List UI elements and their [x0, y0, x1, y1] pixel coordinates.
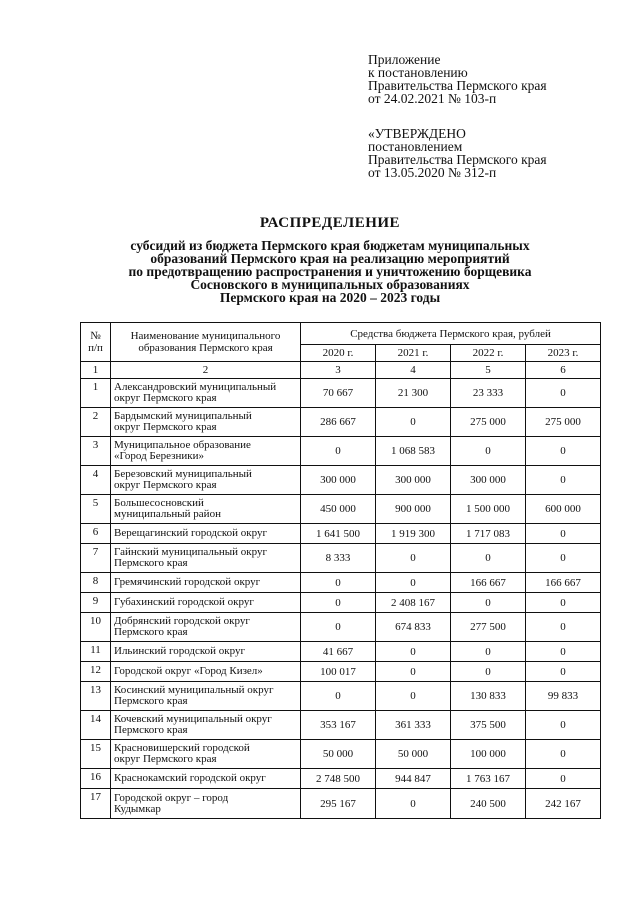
header-funds: Средства бюджета Пермского края, рублей — [301, 323, 601, 345]
amount-2022: 0 — [451, 437, 526, 466]
amount-2023: 166 667 — [526, 573, 601, 593]
amount-2021: 21 300 — [376, 379, 451, 408]
amount-2022: 240 500 — [451, 789, 526, 819]
amount-2021: 1 068 583 — [376, 437, 451, 466]
row-number: 15 — [81, 740, 111, 769]
amount-2023: 275 000 — [526, 408, 601, 437]
table-row — [81, 642, 601, 662]
amount-2020: 8 333 — [301, 544, 376, 573]
approved-block — [368, 127, 547, 179]
amount-2020: 0 — [301, 573, 376, 593]
amount-2021: 0 — [376, 682, 451, 711]
amount-2021: 0 — [376, 642, 451, 662]
municipality-name-line-2: округ Пермского края — [114, 392, 217, 404]
annex-line-4: от 24.02.2021 № 103-п — [368, 91, 497, 106]
amount-2020: 295 167 — [301, 789, 376, 819]
amount-2022: 100 000 — [451, 740, 526, 769]
municipality-name — [111, 642, 301, 662]
table-row — [81, 573, 601, 593]
municipality-name-line-1: Городской округ «Город Кизел» — [114, 665, 263, 677]
approved-line-1: «УТВЕРЖДЕНО — [368, 126, 466, 141]
amount-2020: 0 — [301, 682, 376, 711]
header-name: Наименование муниципального образования Пермского края — [111, 323, 301, 362]
amount-2022: 300 000 — [451, 466, 526, 495]
municipality-name-line-2: муниципальный район — [114, 508, 221, 520]
table-row — [81, 437, 601, 466]
municipality-name — [111, 682, 301, 711]
amount-2022: 1 500 000 — [451, 495, 526, 524]
amount-2022: 130 833 — [451, 682, 526, 711]
column-index: 6 — [526, 362, 601, 379]
row-number: 3 — [81, 437, 111, 466]
municipality-name-line-2: округ Пермского края — [114, 753, 217, 765]
municipality-name — [111, 437, 301, 466]
table-row — [81, 711, 601, 740]
municipality-name-line-1: Кочевский муниципальный округ — [114, 713, 272, 725]
municipality-name-line-1: Большесосновский — [114, 497, 204, 509]
annex-line-1: Приложение — [368, 52, 441, 67]
municipality-name-line-2: Кудымкар — [114, 802, 161, 815]
municipality-name-line-1: Муниципальное образование — [114, 439, 251, 451]
row-number: 4 — [81, 466, 111, 495]
amount-2020: 450 000 — [301, 495, 376, 524]
approved-line-2: постановлением — [368, 139, 463, 154]
title-line-1: субсидий из бюджета Пермского края бюджетам муниципальных — [130, 238, 530, 253]
amount-2022: 1 717 083 — [451, 524, 526, 544]
amount-2020: 300 000 — [301, 466, 376, 495]
table-row — [81, 544, 601, 573]
municipality-name — [111, 711, 301, 740]
column-index: 4 — [376, 362, 451, 379]
municipality-name-line-1: Добрянский городской округ — [114, 615, 250, 627]
amount-2020: 286 667 — [301, 408, 376, 437]
municipality-name-line-1: Ильинский городской округ — [114, 645, 246, 657]
municipality-name-line-2: Пермского края — [114, 557, 188, 569]
amount-2023: 0 — [526, 466, 601, 495]
municipality-name — [111, 524, 301, 544]
amount-2021: 0 — [376, 573, 451, 593]
amount-2022: 0 — [451, 544, 526, 573]
amount-2023: 0 — [526, 593, 601, 613]
header-year-2020: 2020 г. — [301, 345, 376, 362]
amount-2020: 353 167 — [301, 711, 376, 740]
amount-2022: 166 667 — [451, 573, 526, 593]
municipality-name — [111, 379, 301, 408]
column-index: 2 — [111, 362, 301, 379]
municipality-name — [111, 466, 301, 495]
table-row — [81, 379, 601, 408]
amount-2023: 0 — [526, 379, 601, 408]
table-row — [81, 789, 601, 819]
column-index: 3 — [301, 362, 376, 379]
title-line-3: по предотвращению распространения и уничтожению борщевика — [128, 264, 532, 279]
row-number: 13 — [81, 682, 111, 711]
title-line-5: Пермского края на 2020 – 2023 годы — [219, 290, 441, 305]
annex-block — [368, 53, 547, 105]
column-index: 5 — [451, 362, 526, 379]
municipality-name — [111, 544, 301, 573]
municipality-name-line-2: «Город Березники» — [114, 450, 204, 462]
municipality-name-line-1: Верещагинский городской округ — [114, 527, 268, 539]
amount-2020: 0 — [301, 613, 376, 642]
table-row — [81, 466, 601, 495]
amount-2021: 50 000 — [376, 740, 451, 769]
header-year-2022: 2022 г. — [451, 345, 526, 362]
row-number: 17 — [81, 789, 111, 819]
amount-2022: 23 333 — [451, 379, 526, 408]
amount-2023: 0 — [526, 662, 601, 682]
municipality-name — [111, 789, 301, 819]
amount-2021: 2 408 167 — [376, 593, 451, 613]
row-number: 14 — [81, 711, 111, 740]
table-row — [81, 769, 601, 789]
municipality-name-line-1: Губахинский городской округ — [114, 596, 254, 608]
row-number: 11 — [81, 642, 111, 662]
table-row — [81, 495, 601, 524]
municipality-name-line-1: Косинский муниципальный округ — [114, 684, 274, 696]
subsidy-distribution-table — [80, 322, 601, 819]
municipality-name-line-1: Александровский муниципальный — [114, 381, 277, 393]
municipality-name-line-1: Березовский муниципальный — [114, 468, 252, 480]
table-header-row — [81, 323, 601, 345]
column-index: 1 — [81, 362, 111, 379]
amount-2021: 900 000 — [376, 495, 451, 524]
amount-2022: 0 — [451, 662, 526, 682]
amount-2021: 0 — [376, 662, 451, 682]
amount-2023: 0 — [526, 524, 601, 544]
amount-2020: 1 641 500 — [301, 524, 376, 544]
amount-2020: 50 000 — [301, 740, 376, 769]
row-number: 2 — [81, 408, 111, 437]
amount-2021: 0 — [376, 544, 451, 573]
row-number: 12 — [81, 662, 111, 682]
amount-2022: 375 500 — [451, 711, 526, 740]
amount-2022: 1 763 167 — [451, 769, 526, 789]
annex-line-3: Правительства Пермского края — [368, 78, 547, 93]
municipality-name-line-2: округ Пермского края — [114, 421, 217, 433]
amount-2023: 600 000 — [526, 495, 601, 524]
row-number: 7 — [81, 544, 111, 573]
municipality-name — [111, 613, 301, 642]
annex-line-2: к постановлению — [368, 65, 468, 80]
table-row — [81, 593, 601, 613]
approved-line-3: Правительства Пермского края — [368, 152, 547, 167]
row-number: 6 — [81, 524, 111, 544]
column-index-row — [81, 362, 601, 379]
amount-2023: 99 833 — [526, 682, 601, 711]
amount-2021: 1 919 300 — [376, 524, 451, 544]
header-year-2023: 2023 г. — [526, 345, 601, 362]
approved-line-4: от 13.05.2020 № 312-п — [368, 165, 497, 180]
table-row — [81, 408, 601, 437]
municipality-name-line-1: Гайнский муниципальный округ — [114, 546, 267, 558]
title-line-2: образований Пермского края на реализацию мероприятий — [150, 251, 510, 266]
table-row — [81, 682, 601, 711]
amount-2021: 0 — [376, 408, 451, 437]
amount-2023: 0 — [526, 544, 601, 573]
municipality-name — [111, 408, 301, 437]
municipality-name — [111, 662, 301, 682]
municipality-name-line-1: Красновишерский городской — [114, 742, 250, 754]
amount-2022: 0 — [451, 642, 526, 662]
amount-2023: 0 — [526, 711, 601, 740]
title-line-4: Сосновского в муниципальных образованиях — [190, 277, 470, 292]
amount-2023: 0 — [526, 740, 601, 769]
municipality-name-line-2: Пермского края — [114, 695, 188, 707]
amount-2020: 41 667 — [301, 642, 376, 662]
amount-2022: 0 — [451, 593, 526, 613]
amount-2021: 361 333 — [376, 711, 451, 740]
amount-2021: 0 — [376, 789, 451, 819]
table-row — [81, 524, 601, 544]
municipality-name — [111, 593, 301, 613]
row-number: 10 — [81, 613, 111, 642]
municipality-name-line-1: Городской округ – город — [114, 791, 229, 804]
table-row — [81, 740, 601, 769]
header-year-2021: 2021 г. — [376, 345, 451, 362]
document-title-block — [60, 215, 600, 304]
row-number: 5 — [81, 495, 111, 524]
municipality-name-line-2: округ Пермского края — [114, 479, 217, 491]
municipality-name — [111, 769, 301, 789]
amount-2022: 277 500 — [451, 613, 526, 642]
amount-2023: 0 — [526, 769, 601, 789]
header-num: № п/п — [81, 323, 111, 362]
amount-2020: 0 — [301, 437, 376, 466]
row-number: 9 — [81, 593, 111, 613]
document-title: РАСПРЕДЕЛЕНИЕ — [259, 215, 401, 231]
amount-2020: 70 667 — [301, 379, 376, 408]
amount-2023: 0 — [526, 642, 601, 662]
amount-2021: 674 833 — [376, 613, 451, 642]
municipality-name — [111, 573, 301, 593]
amount-2020: 0 — [301, 593, 376, 613]
municipality-name-line-1: Бардымский муниципальный — [114, 410, 252, 422]
municipality-name — [111, 740, 301, 769]
amount-2023: 0 — [526, 437, 601, 466]
amount-2023: 242 167 — [526, 789, 601, 819]
row-number: 16 — [81, 769, 111, 789]
amount-2023: 0 — [526, 613, 601, 642]
amount-2022: 275 000 — [451, 408, 526, 437]
amount-2021: 300 000 — [376, 466, 451, 495]
municipality-name-line-1: Гремячинский городской округ — [114, 576, 261, 588]
amount-2020: 100 017 — [301, 662, 376, 682]
row-number: 8 — [81, 573, 111, 593]
row-number: 1 — [81, 379, 111, 408]
table-row — [81, 662, 601, 682]
amount-2021: 944 847 — [376, 769, 451, 789]
municipality-name-line-1: Краснокамский городской округ — [114, 772, 266, 784]
municipality-name-line-2: Пермского края — [114, 724, 188, 736]
municipality-name — [111, 495, 301, 524]
municipality-name-line-2: Пермского края — [114, 626, 188, 638]
table-row — [81, 613, 601, 642]
amount-2020: 2 748 500 — [301, 769, 376, 789]
